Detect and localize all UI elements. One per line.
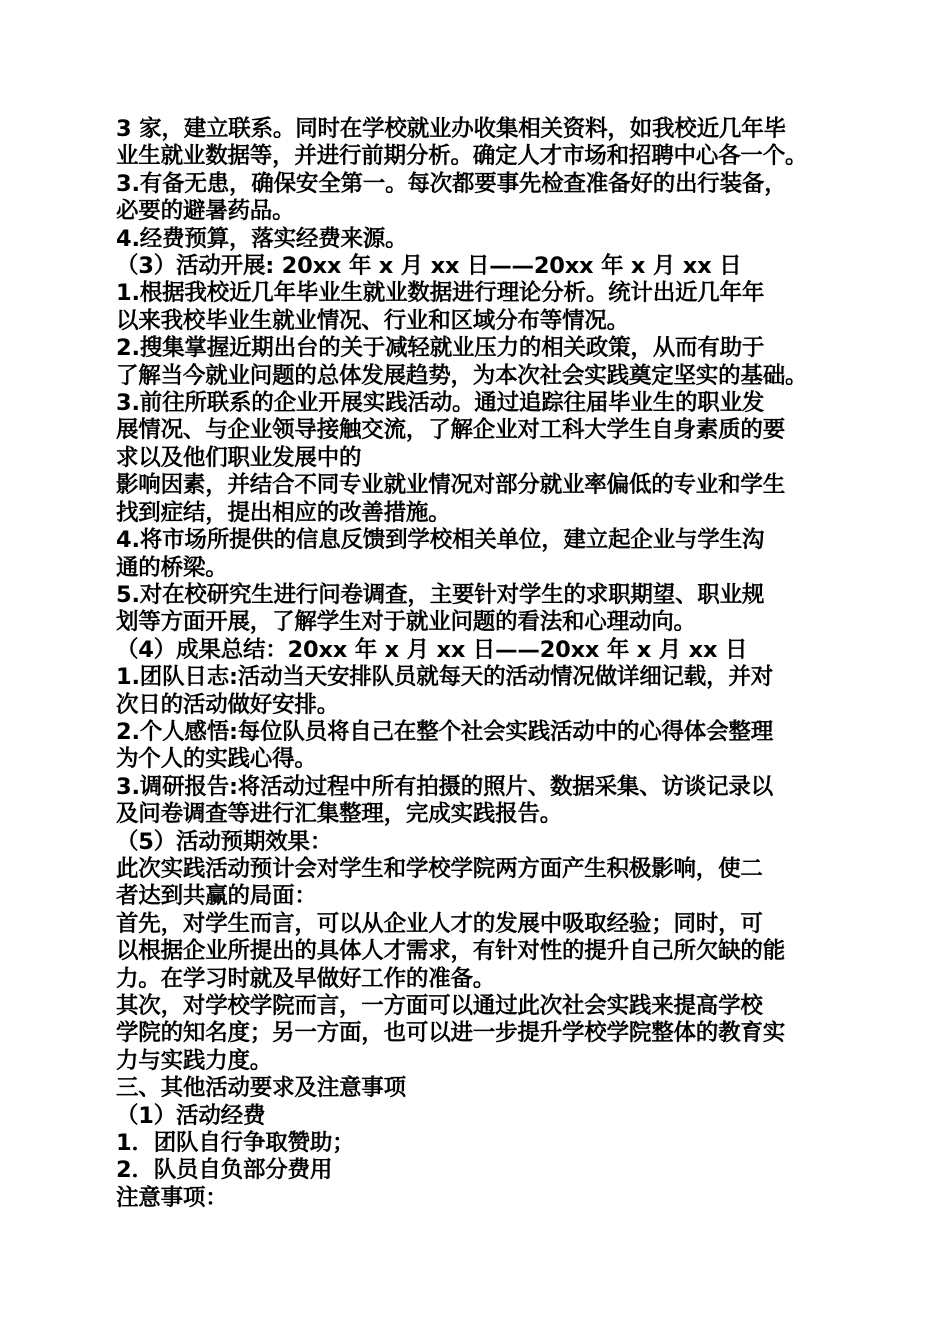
section-heading: （4）成果总结：20xx 年 x 月 xx 日——20xx 年 x 月 xx 日 [116, 636, 748, 663]
text-line: 力与实践力度。 [116, 1047, 273, 1074]
text-line: 1.团队日志:活动当天安排队员就每天的活动情况做详细记载，并对 [116, 664, 774, 691]
text-line: 4.将市场所提供的信息反馈到学校相关单位，建立起企业与学生沟 [116, 527, 765, 554]
section-heading: 三、其他活动要求及注意事项 [116, 1075, 406, 1102]
text-line: 1．团队自行争取赞助； [116, 1130, 355, 1157]
text-line: 求以及他们职业发展中的 [116, 444, 362, 471]
text-line: 注意事项： [116, 1184, 228, 1211]
text-line: 3.前往所联系的企业开展实践活动。通过追踪往届毕业生的职业发 [116, 390, 765, 417]
text-line: 3 家，建立联系。同时在学校就业办收集相关资料，如我校近几年毕 [116, 116, 786, 142]
text-line: 此次实践活动预计会对学生和学校学院两方面产生积极影响，使二 [116, 855, 763, 882]
text-line: 通的桥梁。 [116, 554, 228, 581]
text-line: 首先，对学生而言，可以从企业人才的发展中吸取经验；同时，可 [116, 910, 763, 937]
text-line: 2.搜集掌握近期出台的关于减轻就业压力的相关政策，从而有助于 [116, 335, 765, 362]
text-line: 了解当今就业问题的总体发展趋势，为本次社会实践奠定坚实的基础。 [116, 362, 808, 389]
section-heading: （5）活动预期效果： [116, 828, 333, 855]
text-line: 1.根据我校近几年毕业生就业数据进行理论分析。统计出近几年年 [116, 280, 765, 307]
text-line: 3.调研报告:将活动过程中所有拍摄的照片、数据采集、访谈记录以 [116, 773, 774, 800]
text-line: 2．队员自负部分费用 [116, 1157, 333, 1184]
text-line: 展情况、与企业领导接触交流，了解企业对工科大学生自身素质的要 [116, 417, 786, 444]
text-line: 力。在学习时就及早做好工作的准备。 [116, 965, 496, 992]
text-line: 3.有备无患，确保安全第一。每次都要事先检查准备好的出行装备， [116, 170, 787, 197]
text-line: 者达到共赢的局面： [116, 883, 317, 910]
text-line: 业生就业数据等，并进行前期分析。确定人才市场和招聘中心各一个。 [116, 143, 808, 170]
text-line: 4.经费预算，落实经费来源。 [116, 225, 408, 252]
text-line: 2.个人感悟:每位队员将自己在整个社会实践活动中的心得体会整理 [116, 718, 774, 745]
document-body [116, 116, 846, 1212]
text-line: 必要的避暑药品。 [116, 198, 295, 225]
text-line: 学院的知名度；另一方面，也可以进一步提升学校学院整体的教育实 [116, 1020, 786, 1047]
text-line: 影响因素，并结合不同专业就业情况对部分就业率偏低的专业和学生 [116, 472, 786, 499]
text-line: 及问卷调查等进行汇集整理，完成实践报告。 [116, 801, 563, 828]
text-line: 找到症结，提出相应的改善措施。 [116, 499, 451, 526]
text-line: 以来我校毕业生就业情况、行业和区域分布等情况。 [116, 307, 629, 334]
text-line: 以根据企业所提出的具体人才需求，有针对性的提升自己所欠缺的能 [116, 938, 786, 965]
section-heading: （3）活动开展: 20xx 年 x 月 xx 日——20xx 年 x 月 xx 日 [116, 253, 742, 280]
text-line: 其次，对学校学院而言，一方面可以通过此次社会实践来提高学校 [116, 993, 763, 1019]
section-heading: （1）活动经费 [116, 1102, 266, 1129]
text-line: 次日的活动做好安排。 [116, 691, 340, 718]
text-line: 5.对在校研究生进行问卷调查，主要针对学生的求职期望、职业规 [116, 581, 765, 608]
text-line: 为个人的实践心得。 [116, 746, 317, 773]
text-line: 划等方面开展，了解学生对于就业问题的看法和心理动向。 [116, 609, 696, 636]
